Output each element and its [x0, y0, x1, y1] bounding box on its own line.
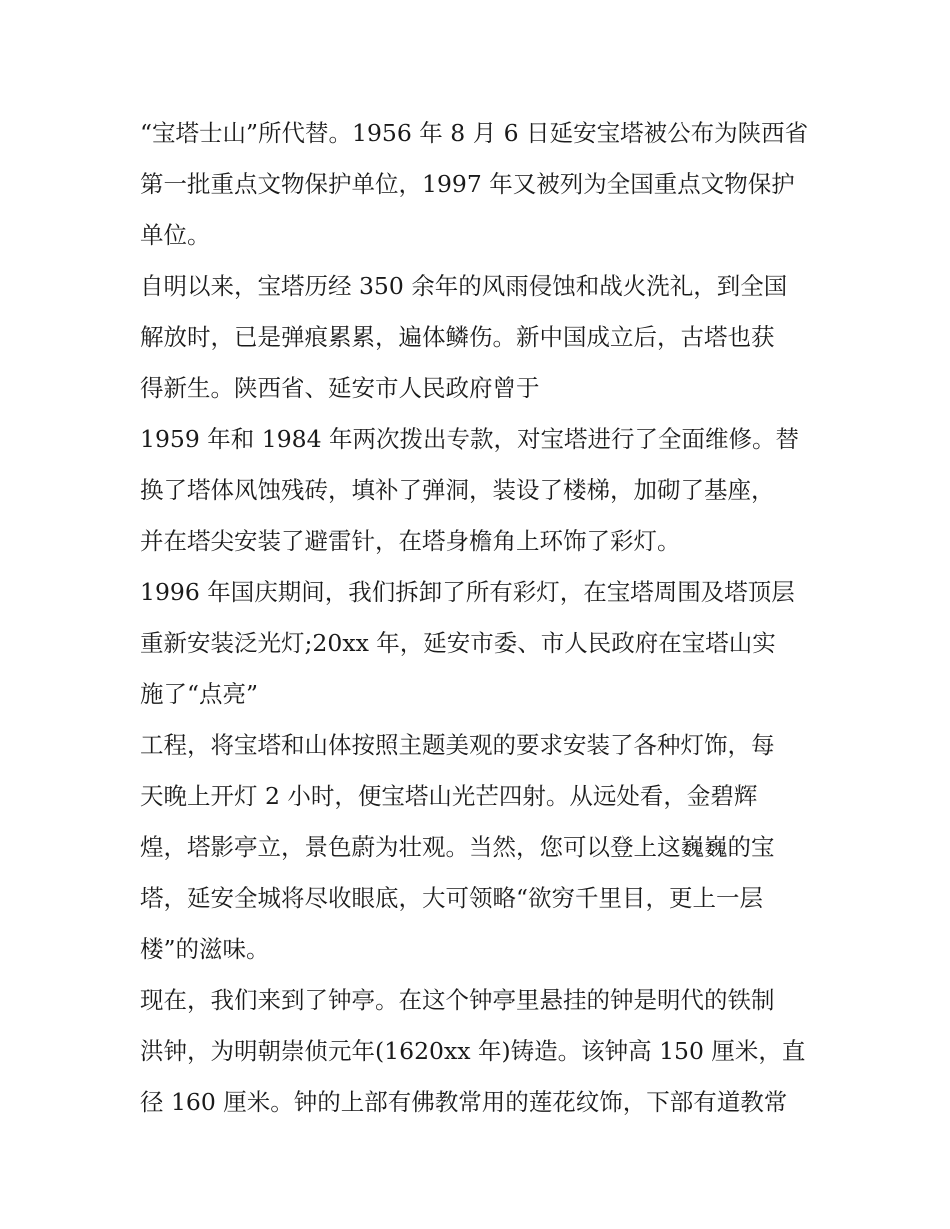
text-line: 1996 年国庆期间，我们拆卸了所有彩灯，在宝塔周围及塔顶层	[140, 578, 795, 606]
text-line: 径 160 厘米。钟的上部有佛教常用的莲花纹饰，下部有道教常	[140, 1088, 788, 1116]
text-line: 现在，我们来到了钟亭。在这个钟亭里悬挂的钟是明代的铁制	[140, 986, 775, 1014]
text-line: 洪钟，为明朝崇侦元年(1620xx 年)铸造。该钟高 150 厘米，直	[140, 1037, 806, 1065]
text-line: 楼”的滋味。	[140, 935, 270, 963]
body-text	[140, 108, 830, 1128]
text-line: 重新安装泛光灯;20xx 年，延安市委、市人民政府在宝塔山实	[140, 629, 776, 657]
text-line: 单位。	[140, 221, 211, 249]
text-line: 得新生。陕西省、延安市人民政府曾于	[140, 374, 540, 402]
text-line: 施了“点亮”	[140, 680, 259, 708]
text-line: 并在塔尖安装了避雷针，在塔身檐角上环饰了彩灯。	[140, 527, 681, 555]
text-line: 天晚上开灯 2 小时，便宝塔山光芒四射。从远处看，金碧辉	[140, 782, 758, 810]
text-line: 工程，将宝塔和山体按照主题美观的要求安装了各种灯饰，每	[140, 731, 775, 759]
text-line: 第一批重点文物保护单位，1997 年又被列为全国重点文物保护	[140, 170, 795, 198]
text-line: 自明以来，宝塔历经 350 余年的风雨侵蚀和战火洗礼，到全国	[140, 272, 788, 300]
text-line: “宝塔士山”所代替。1956 年 8 月 6 日延安宝塔被公布为陕西省	[140, 119, 809, 147]
text-line: 1959 年和 1984 年两次拨出专款，对宝塔进行了全面维修。替	[140, 425, 800, 453]
text-line: 换了塔体风蚀残砖，填补了弹洞，装设了楼梯，加砌了基座，	[140, 476, 775, 504]
text-line: 煌，塔影亭立，景色蔚为壮观。当然，您可以登上这巍巍的宝	[140, 833, 775, 861]
text-line: 解放时，已是弹痕累累，遍体鳞伤。新中国成立后，古塔也获	[140, 323, 775, 351]
text-line: 塔，延安全城将尽收眼底，大可领略“欲穷千里目，更上一层	[140, 884, 764, 912]
